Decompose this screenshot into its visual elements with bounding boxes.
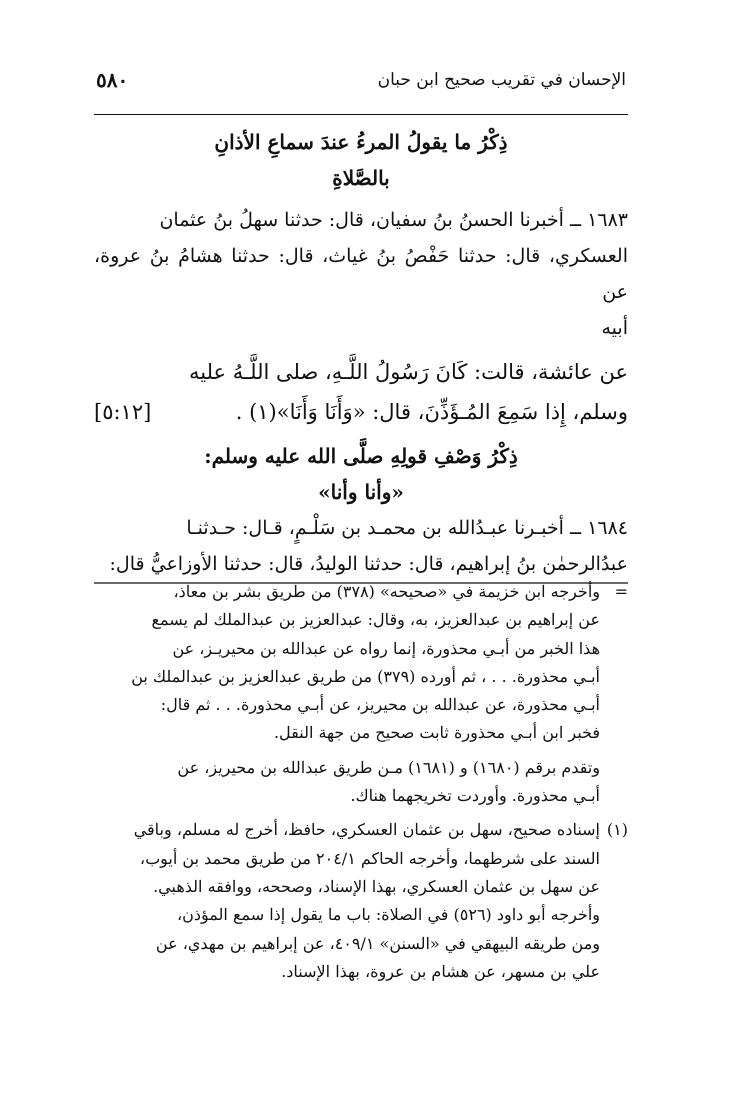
heading-line: بالصَّلاةِ [332,166,390,190]
header-rule [94,114,628,115]
heading-line: ذِكْرُ وَصْفِ قولِهِ صلَّى الله عليه وسلم: [204,444,518,468]
footnote-line: أبـي محذورة. . . ، ثم أورده (٣٧٩) من طريق عبدالعزيز بن عبدالملك بن [131,666,600,686]
footnote-line: عن سهل بن عثمان العسكري، بهذا الإسناد، وصححه، ووافقه الذهبي. [153,876,600,896]
footnote-number: (١) [606,820,628,840]
footnote-line: هذا الخبر من أبـي محذورة، إنما رواه عن عبدالله بن محيريـز، عن [172,638,600,658]
matn-line [94,392,628,432]
footnote-line: إسناده صحيح، سهل بن عثمان العسكري، حافظ، أخرج له مسلم، وباقي [133,820,600,840]
page-number: ٥٨٠ [96,68,129,92]
footnote-line: أبـي محذورة، عن عبدالله بن محيريز، عن أبـي محذورة. . . ثم قال: [160,695,600,715]
matn-text: وسلم، إِذا سَمِعَ المُـؤَذِّنَ، قال: «وَأَنَا وَأَنَا»(١) . [235,400,628,424]
footnote-line: عن إبراهيم بن عبدالعزيز، به، وقال: عبدالعزيز بن عبدالملك لم يسمع [151,610,600,630]
chapter-heading-1 [94,124,628,196]
heading-line: ذِكْرُ ما يقولُ المرءُ عندَ سماعِ الأذانِ [214,130,508,154]
isnad-line: العسكري، قال: حدثنا حَفْصُ بنُ غياث، قال: حدثنا هشامُ بنُ عروة، عن [94,245,628,303]
chapter-heading-2 [94,438,628,510]
footnote-line: وأخرجه أبو داود (٥٢٦) في الصلاة: باب ما يقول إذا سمع المؤذن، [177,905,600,925]
isnad-line: ١٦٨٤ ــ أخبـرنا عبـدُالله بن محمـد بن سَلْـمٍ، قـال: حـدثنـا [186,517,628,539]
footnotes [94,578,628,986]
footnote-line: السند على شرطهما، وأخرجه الحاكم ٢٠٤/١ من طريق محمد بن أيوب، [139,848,600,868]
continuation-mark: = [614,582,628,601]
footnote-line: فخبر ابن أبـي محذورة ثابت صحيح من جهة النقل. [273,723,600,743]
matn-line: عن عائشة، قالت: كَانَ رَسُولُ اللَّـهِ، صلى اللَّـهُ عليه [189,360,628,384]
book-title: الإحسان في تقريب صحيح ابن حبان [377,70,626,90]
footnote-1 [94,816,628,986]
footnote-line: أبـي محذورة. وأوردت تخريجهما هناك. [350,786,600,806]
footnote-line: ومن طريقه البيهقي في «السنن» ٤٠٩/١، عن إبراهيم بن مهدي، عن [155,933,600,953]
main-text [94,124,628,582]
isnad-line: عبدُالرحمٰن بنُ إبراهيم، قال: حدثنا الوليدُ، قال: حدثنا الأوزاعيُّ قال: [109,553,628,575]
running-header [96,70,626,104]
footnote-line: وأخرجه ابن خزيمة في «صحيحه» (٣٧٨) من طريق بشر بن معاذ، [173,582,600,601]
isnad-line: ١٦٨٣ ــ أخبرنا الحسنُ بنُ سفيان، قال: حدثنا سهلُ بنُ عثمان [159,209,628,231]
footnote-continuation [94,578,628,748]
footnote-cross-reference [94,754,628,811]
source-reference: [٥:١٢] [94,400,152,424]
footnote-line: علي بن مسهر، عن هشام بن عروة، بهذا الإسناد. [281,961,600,981]
hadith-1683-matn [94,352,628,432]
footnote-line: وتقدم برقم (١٦٨٠) و (١٦٨١) مـن طريق عبدالله بن محيريز، عن [177,757,600,777]
heading-line: «وأنا وأنا» [318,480,404,504]
isnad-line: أبيه [601,317,628,339]
hadith-1683 [94,202,628,346]
